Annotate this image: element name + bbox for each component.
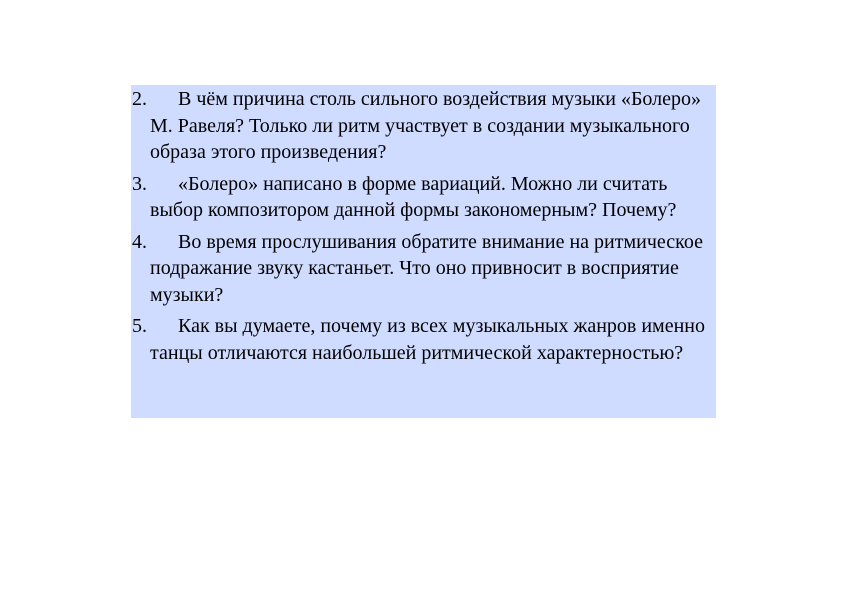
question-item (131, 86, 716, 166)
question-text: Как вы думаете, почему из всех музыкальных жанров именно танцы отличаются наибольшей ритмической характерностью? (150, 315, 705, 364)
question-item (131, 313, 716, 366)
questions-list (131, 86, 716, 366)
question-number: 4. (132, 230, 147, 253)
question-number: 5. (132, 315, 147, 337)
question-text: В чём причина столь сильного воздействия музыки «Болеро» М. Равеля? Только ли ритм участвует в создании музыкального образа этого произведения? (150, 88, 702, 163)
question-text: Во время прослушивания обратите внимание на ритмическое подражание звуку кастаньет. Что оно привносит в восприятие музыки? (150, 230, 703, 306)
question-item (131, 171, 716, 224)
question-item (131, 229, 716, 309)
question-number: 3. (132, 172, 147, 195)
questions-box (131, 85, 716, 418)
question-text: «Болеро» написано в форме вариаций. Можно ли считать выбор композитором данной формы закономерным? Почему? (150, 172, 677, 221)
question-number: 2. (132, 88, 147, 110)
